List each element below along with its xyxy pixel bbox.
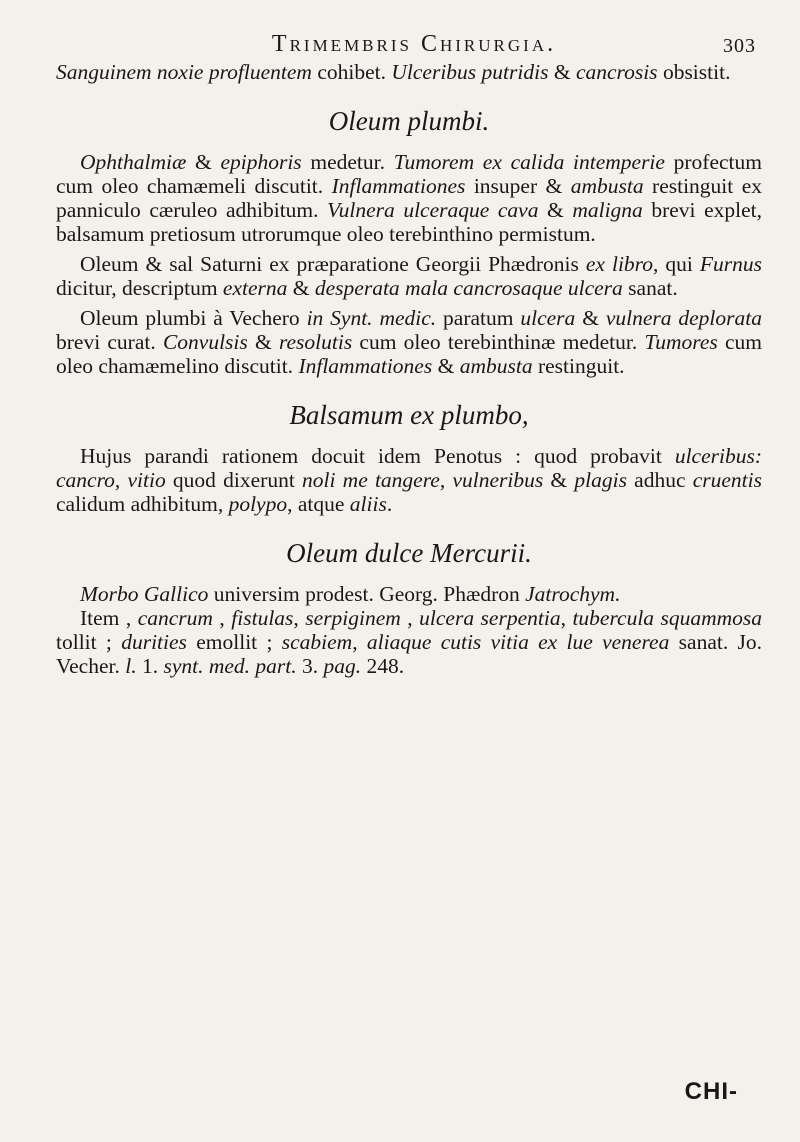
paragraph-item-cancrum: Item , cancrum , fistulas, serpiginem , ulcera serpentia, tubercula squammosa tollit ; durities emollit ; scabiem, aliaque cutis vitia ex lue venerea sanat. Jo. Vecher. l. 1. synt. med. part. 3. pag. 248.: [56, 606, 763, 678]
intro-paragraph: Sanguinem noxie profluentem cohibet. Ulceribus putridis & cancrosis obsistit.: [56, 60, 731, 84]
running-head: [56, 28, 762, 60]
paragraph-morbo-gallico: Morbo Gallico universim prodest. Georg. Phædron Jatrochym.: [80, 582, 621, 606]
paragraph-vechero: Oleum plumbi à Vechero in Synt. medic. paratum ulcera & vulnera deplorata brevi curat. Convulsis & resolutis cum oleo terebinthinæ medetur. Tumores cum oleo chamæmelino discutit. Inflammationes & ambusta restinguit.: [56, 306, 762, 378]
section-heading-balsamum: Balsamum ex plumbo,: [289, 400, 529, 430]
section-heading-oleum-plumbi: Oleum plumbi.: [328, 106, 490, 136]
page-number: 303: [723, 35, 756, 57]
catchword: CHI-: [684, 1078, 738, 1105]
paragraph-oleum-saturni: Oleum & sal Saturni ex præparatione Georgii Phædronis ex libro, qui Furnus dicitur, descriptum externa & desperata mala cancrosaque ulcera sanat.: [56, 252, 762, 300]
paragraph-penotus: Hujus parandi rationem docuit idem Penotus : quod probavit ulceribus: cancro, vitio quod dixerunt noli me tangere, vulneribus & plagis adhuc cruentis calidum adhibitum, polypo, atque aliis.: [56, 444, 762, 516]
paragraph-ophthalmiae: Ophthalmiæ & epiphoris medetur. Tumorem ex calida intemperie profectum cum oleo chamæmeli discutit. Inflammationes insuper & ambusta restinguit ex panniculo cæruleo adhibitum. Vulnera ulceraque cava & maligna brevi explet, balsamum pretiosum utrorumque oleo terebinthino permistum.: [56, 150, 763, 246]
section-heading-oleum-mercurii: Oleum dulce Mercurii.: [286, 538, 532, 568]
running-title: Trimembris Chirurgia.: [271, 31, 557, 57]
